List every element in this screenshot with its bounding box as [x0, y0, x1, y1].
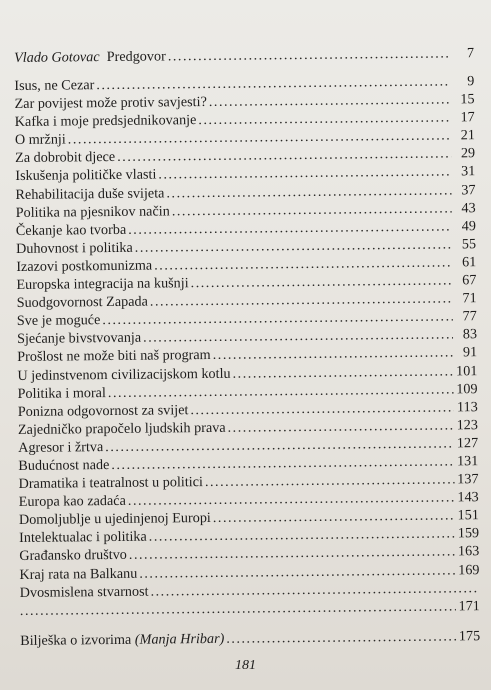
toc-page-number: 127	[456, 435, 479, 452]
toc-row-note	[20, 628, 480, 651]
toc-page-number: 67	[462, 272, 477, 289]
toc-entry-title: Politika i moral	[17, 384, 106, 402]
toc-page-number: 71	[462, 290, 477, 307]
toc-entry-title: Budućnost nade	[18, 456, 110, 474]
preface-author: Vlado Gotovac	[14, 49, 100, 66]
toc-page-number: 43	[461, 199, 476, 216]
toc-page-number: 7	[466, 45, 475, 62]
toc-entry-title: Ponizna odgovornost za svijet	[17, 401, 189, 420]
leader-dots	[108, 381, 454, 402]
toc-page-number: 91	[462, 344, 478, 361]
leader-dots	[158, 164, 451, 184]
leader-dots	[228, 417, 455, 436]
leader-dots	[172, 200, 452, 220]
leader-dots	[143, 327, 453, 347]
leader-dots	[128, 490, 455, 510]
toc-entry-title: Sve je moguće	[16, 312, 101, 330]
note-label: Bilješka o izvorima	[20, 631, 132, 649]
toc-entry-title: Zajedničko prapočelo ljudskih prava	[17, 419, 226, 438]
toc-entry-title: U jedinstvenom civilizacijskom kotlu	[17, 365, 231, 384]
leader-dots	[150, 580, 477, 600]
leader-dots	[209, 92, 451, 112]
leader-dots	[117, 146, 451, 166]
toc-entries	[14, 73, 479, 603]
leader-dots	[111, 453, 454, 474]
toc-entry-title: Sjećanje bivstvovanja	[16, 329, 142, 348]
toc-page-number: 123	[456, 416, 479, 434]
toc-page-number: 15	[460, 91, 475, 108]
toc-entry-title: Za dobrobit djece	[15, 149, 116, 167]
toc-page-number: 137	[457, 471, 479, 488]
leader-dots	[205, 471, 455, 491]
leader-dots	[105, 435, 454, 456]
toc-entry-title: Intelektualac i politika	[19, 528, 147, 547]
toc-page-number: 169	[458, 561, 480, 578]
toc-page-number: 151	[457, 507, 479, 524]
toc-page-number: 175	[458, 627, 481, 645]
leader-dots	[129, 544, 456, 564]
toc-page-number: 55	[461, 236, 477, 253]
toc-entry-title: Iskušenja političke vlasti	[15, 166, 157, 185]
toc-entry-title: Dvosmislena stvarnost	[19, 583, 149, 601]
toc-page-number: 77	[462, 308, 477, 325]
toc-page-number: 131	[456, 453, 479, 470]
toc-entry-title: Dramatika i teatralnost u politici	[18, 474, 204, 493]
leader-dots	[149, 526, 456, 546]
toc-entry-title: Agresor i žrtva	[18, 438, 104, 456]
toc-entry-title: Domoljublje u ujedinjenoj Europi	[18, 510, 211, 529]
toc-entry-title: Kraj rata na Balkanu	[19, 565, 138, 583]
toc-entry-title: O mržnji	[14, 131, 66, 149]
leader-dots	[166, 182, 451, 202]
toc-entry-title: Čekanje kao tvorba	[15, 221, 127, 239]
toc-page-number: 163	[457, 543, 480, 560]
leader-dots	[96, 73, 450, 94]
leader-dots	[213, 508, 455, 528]
leader-dots	[102, 309, 453, 330]
leader-dots	[191, 272, 453, 292]
toc-entry-title: Politika na pjesnikov način	[15, 203, 170, 221]
toc-preface-row	[14, 45, 474, 76]
toc-entry-title: Duhovnost i politika	[15, 239, 133, 257]
note-author: (Manja Hribar)	[134, 630, 225, 648]
leader-dots	[190, 399, 454, 419]
toc-page-number: 113	[456, 398, 478, 416]
toc-entry-title: Građansko društvo	[19, 547, 127, 565]
toc-page-number: 17	[460, 109, 475, 126]
toc-page-number: 101	[456, 362, 478, 379]
toc-page-number: 21	[460, 127, 476, 144]
leader-dots	[198, 110, 451, 130]
toc-page-number: 83	[462, 326, 478, 343]
leader-dots	[150, 291, 453, 311]
toc-page-number: 109	[456, 380, 478, 397]
toc-page-number: 159	[457, 525, 480, 542]
leader-dots	[226, 628, 456, 647]
toc-entry-title: Prošlost ne može biti naš program	[17, 347, 211, 366]
toc-entry-title: Zar povijest može protiv savjesti?	[14, 94, 207, 113]
toc-entry-title: Izazovi postkomunizma	[16, 257, 153, 275]
toc-entry-title: Rehabilitacija duše svijeta	[15, 184, 165, 203]
toc-entry-title: Isus, ne Cezar	[14, 77, 95, 94]
toc-page-number: 143	[457, 489, 479, 506]
toc-entry-title: Suodgovornost Zapada	[16, 293, 148, 312]
leader-dots	[168, 45, 450, 65]
toc-page-number: 61	[461, 254, 477, 271]
toc-page-number: 37	[461, 181, 476, 198]
toc-page-number: 49	[461, 217, 476, 235]
leader-dots	[135, 236, 453, 256]
leader-dots	[213, 345, 454, 365]
toc-entry-title: Europska integracija na kušnji	[16, 275, 189, 294]
page-number: 181	[235, 658, 256, 673]
leader-dots	[128, 218, 452, 238]
toc-page-number: 29	[460, 145, 476, 162]
leader-dots	[233, 363, 454, 382]
toc-entry-title: Europa kao zadaća	[18, 493, 126, 511]
toc-entry-title: Kafka i moje predsjednikovanje	[14, 112, 197, 131]
preface-title	[14, 48, 166, 67]
note-title	[20, 631, 224, 650]
leader-dots	[154, 254, 452, 274]
leader-dots	[139, 562, 455, 582]
preface-label: Predgovor	[106, 48, 166, 66]
toc-page-number: 171	[458, 597, 480, 615]
table-of-contents	[14, 45, 480, 651]
toc-page-number: 31	[461, 163, 476, 180]
toc-page-number: 9	[467, 73, 475, 90]
